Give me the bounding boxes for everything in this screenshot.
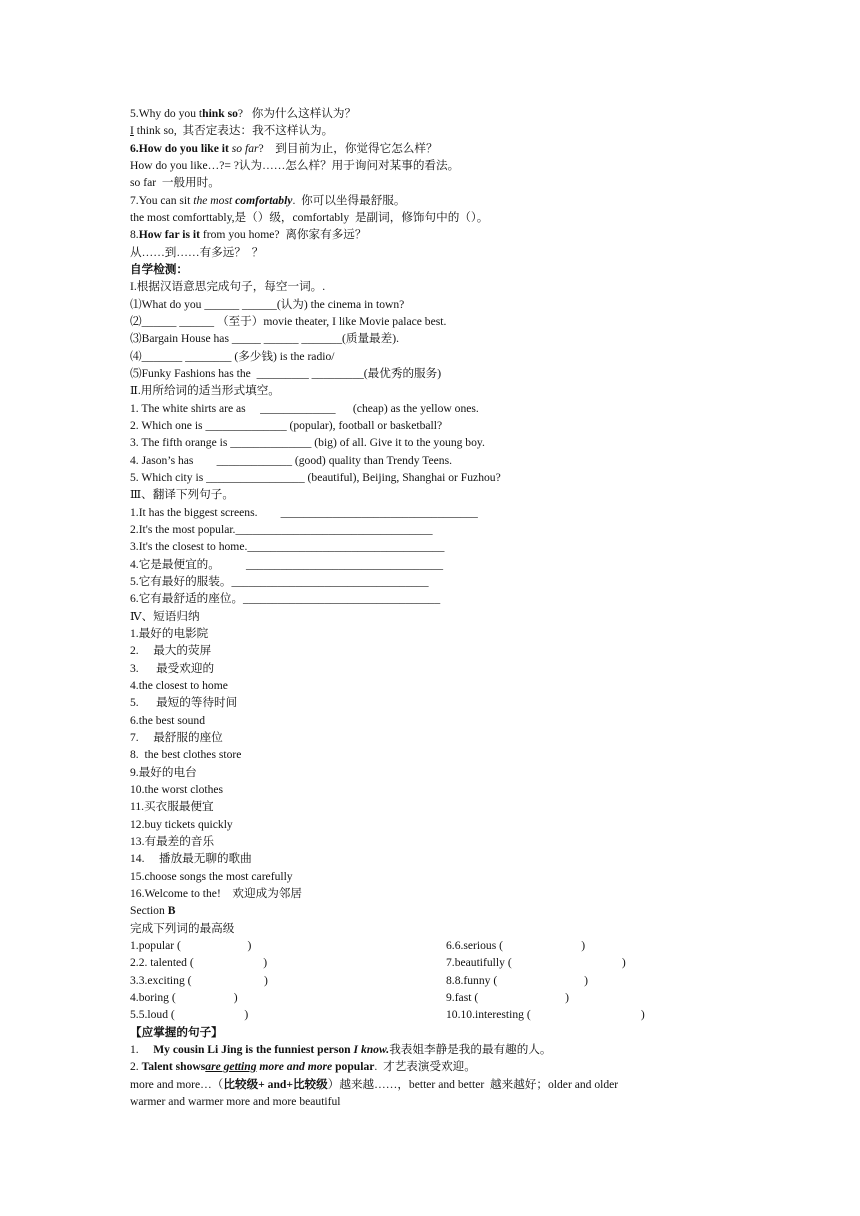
note-more-and-more bbox=[130, 1077, 618, 1092]
phrase-1: 1.最好的电影院 bbox=[130, 627, 209, 640]
text: ? 到目前为止，你觉得它怎么样？ bbox=[258, 142, 438, 155]
text: 我表姐李静是我的最有趣的人。 bbox=[389, 1043, 552, 1056]
exercise-1-title: I.根据汉语意思完成句子，每空一词。. bbox=[130, 280, 326, 293]
superlative-item-8: 8.8.funny ( ) bbox=[446, 974, 589, 987]
phrase-8: 8. the best clothes store bbox=[130, 748, 242, 761]
text: ? 你为什么这样认为？ bbox=[237, 107, 357, 120]
exercise-3-item-2: 2.It's the most popular.__________________________________ bbox=[130, 523, 433, 536]
bold-italic-text: comfortably bbox=[235, 194, 293, 207]
text: 1. bbox=[130, 1043, 154, 1056]
exercise-4-title: Ⅳ、短语归纳 bbox=[130, 610, 200, 623]
text: . 你可以坐得最舒服。 bbox=[292, 194, 406, 207]
superlative-item-7: 7.beautifully ( ) bbox=[446, 956, 626, 969]
exercise-1-item-3: ⑶Bargain House has _____ ______ _______(质量最差). bbox=[130, 332, 399, 345]
phrase-3: 3. 最受欢迎的 bbox=[130, 662, 215, 675]
superlative-item-6: 6.6.serious ( ) bbox=[446, 939, 586, 952]
phrase-4: 4.the closest to home bbox=[130, 679, 228, 692]
section-b-heading bbox=[130, 903, 175, 918]
exercise-3-item-6: 6.它有最舒适的座位。__________________________________ bbox=[130, 592, 441, 605]
exercise-2-item-5: 5. Which city is _________________ (beautiful), Beijing, Shanghai or Fuzhou? bbox=[130, 471, 501, 484]
bold-text: 6.How do you like it bbox=[130, 142, 232, 155]
key-sentences-heading: 【应掌握的句子】 bbox=[130, 1026, 223, 1039]
phrase-15: 15.choose songs the most carefully bbox=[130, 870, 293, 883]
underlined-text: I bbox=[130, 124, 134, 137]
superlative-item-5: 5.5.loud ( ) bbox=[130, 1008, 249, 1021]
text: Section bbox=[130, 904, 168, 917]
phrase-12: 12.buy tickets quickly bbox=[130, 818, 233, 831]
exercise-2-item-1: 1. The white shirts are as _____________ (cheap) as the yellow ones. bbox=[130, 402, 479, 415]
line-8 bbox=[130, 227, 366, 242]
phrase-13: 13.有最差的音乐 bbox=[130, 835, 215, 848]
key-sentence-1 bbox=[130, 1042, 552, 1057]
superlative-item-9: 9.fast ( ) bbox=[446, 991, 570, 1004]
exercise-1-item-1: ⑴What do you ______ ______(认为) the cinema in town? bbox=[130, 298, 405, 311]
exercise-3-item-3: 3.It's the closest to home.__________________________________ bbox=[130, 540, 445, 553]
bold-text: popular bbox=[335, 1060, 375, 1073]
superlative-instructions: 完成下列词的最高级 bbox=[130, 922, 235, 935]
phrase-9: 9.最好的电台 bbox=[130, 766, 197, 779]
superlative-item-1: 1.popular ( ) bbox=[130, 939, 252, 952]
phrase-11: 11.买衣服最便宜 bbox=[130, 800, 214, 813]
text: . 才艺表演受欢迎。 bbox=[374, 1060, 476, 1073]
text: ）越来越……，better and better 越来越好；older and older bbox=[327, 1078, 619, 1091]
line-i-think-so bbox=[130, 123, 333, 138]
note-examples: warmer and warmer more and more beautiful bbox=[130, 1095, 341, 1108]
bold-text: hink so bbox=[202, 107, 238, 120]
exercise-2-title: Ⅱ.用所给词的适当形式填空。 bbox=[130, 384, 280, 397]
exercise-1-item-4: ⑷_______ ________ (多少钱) is the radio/ bbox=[130, 350, 335, 363]
line-so-far: so far 一般用时。 bbox=[130, 176, 220, 189]
text: 8. bbox=[130, 228, 139, 241]
line-the-most-comfortably: the most comforttably,是（）级，comfortably 是副词，修饰句中的（）。 bbox=[130, 211, 489, 224]
text: 5.Why do you t bbox=[130, 107, 203, 120]
bold-italic-text: I know. bbox=[353, 1043, 390, 1056]
superlative-item-2: 2.2. talented ( ) bbox=[130, 956, 268, 969]
superlative-item-10: 10.10.interesting ( ) bbox=[446, 1008, 645, 1021]
italic-text: the most bbox=[193, 194, 236, 207]
line-how-do-you-like: How do you like…?= ?认为……怎么样？用于询问对某事的看法。 bbox=[130, 159, 460, 172]
phrase-16: 16.Welcome to the! 欢迎成为邻居 bbox=[130, 887, 302, 900]
italic-text: so far bbox=[231, 142, 259, 155]
phrase-5: 5. 最短的等待时间 bbox=[130, 696, 238, 709]
bold-text: My cousin Li Jing is the funniest person bbox=[153, 1043, 354, 1056]
line-6 bbox=[130, 141, 438, 156]
line-from-to: 从……到……有多远？ ？ bbox=[130, 246, 264, 259]
heading-self-test: 自学检测： bbox=[130, 263, 188, 276]
text: more and more…（ bbox=[130, 1078, 224, 1091]
exercise-3-item-5: 5.它有最好的服装。__________________________________ bbox=[130, 575, 429, 588]
bold-italic-underlined-text: are getting bbox=[205, 1060, 257, 1073]
text: 7.You can sit bbox=[130, 194, 194, 207]
exercise-3-item-4: 4.它是最便宜的。 __________________________________ bbox=[130, 558, 444, 571]
exercise-2-item-2: 2. Which one is ______________ (popular), football or basketball? bbox=[130, 419, 443, 432]
line-5 bbox=[130, 106, 356, 121]
line-7 bbox=[130, 193, 405, 208]
bold-text: Talent shows bbox=[141, 1060, 206, 1073]
bold-text: How far is it bbox=[138, 228, 200, 241]
phrase-10: 10.the worst clothes bbox=[130, 783, 224, 796]
exercise-1-item-2: ⑵______ ______ （至于）movie theater, I like Movie palace best. bbox=[130, 315, 447, 328]
text: 2. bbox=[130, 1060, 142, 1073]
phrase-2: 2. 最大的荧屏 bbox=[130, 644, 212, 657]
exercise-1-item-5: ⑸Funky Fashions has the _________ _________(最优秀的服务) bbox=[130, 367, 442, 380]
text: from you home? 离你家有多远？ bbox=[200, 228, 367, 241]
superlative-item-3: 3.3.exciting ( ) bbox=[130, 974, 268, 987]
superlative-item-4: 4.boring ( ) bbox=[130, 991, 238, 1004]
phrase-7: 7. 最舒服的座位 bbox=[130, 731, 223, 744]
bold-text: 比较级+ and+比较级 bbox=[223, 1078, 328, 1091]
text: think so, 其否定表达：我不这样认为。 bbox=[133, 124, 334, 137]
key-sentence-2 bbox=[130, 1059, 476, 1074]
phrase-6: 6.the best sound bbox=[130, 714, 206, 727]
exercise-2-item-4: 4. Jason’s has _____________ (good) quality than Trendy Teens. bbox=[130, 454, 452, 467]
exercise-2-item-3: 3. The fifth orange is ______________ (big) of all. Give it to the young boy. bbox=[130, 436, 485, 449]
exercise-3-item-1: 1.It has the biggest screens. __________________________________ bbox=[130, 506, 478, 519]
exercise-3-title: Ⅲ、翻译下列句子。 bbox=[130, 488, 234, 501]
bold-text: B bbox=[167, 904, 176, 917]
bold-italic-text: more and more bbox=[256, 1060, 336, 1073]
phrase-14: 14. 播放最无聊的歌曲 bbox=[130, 852, 252, 865]
